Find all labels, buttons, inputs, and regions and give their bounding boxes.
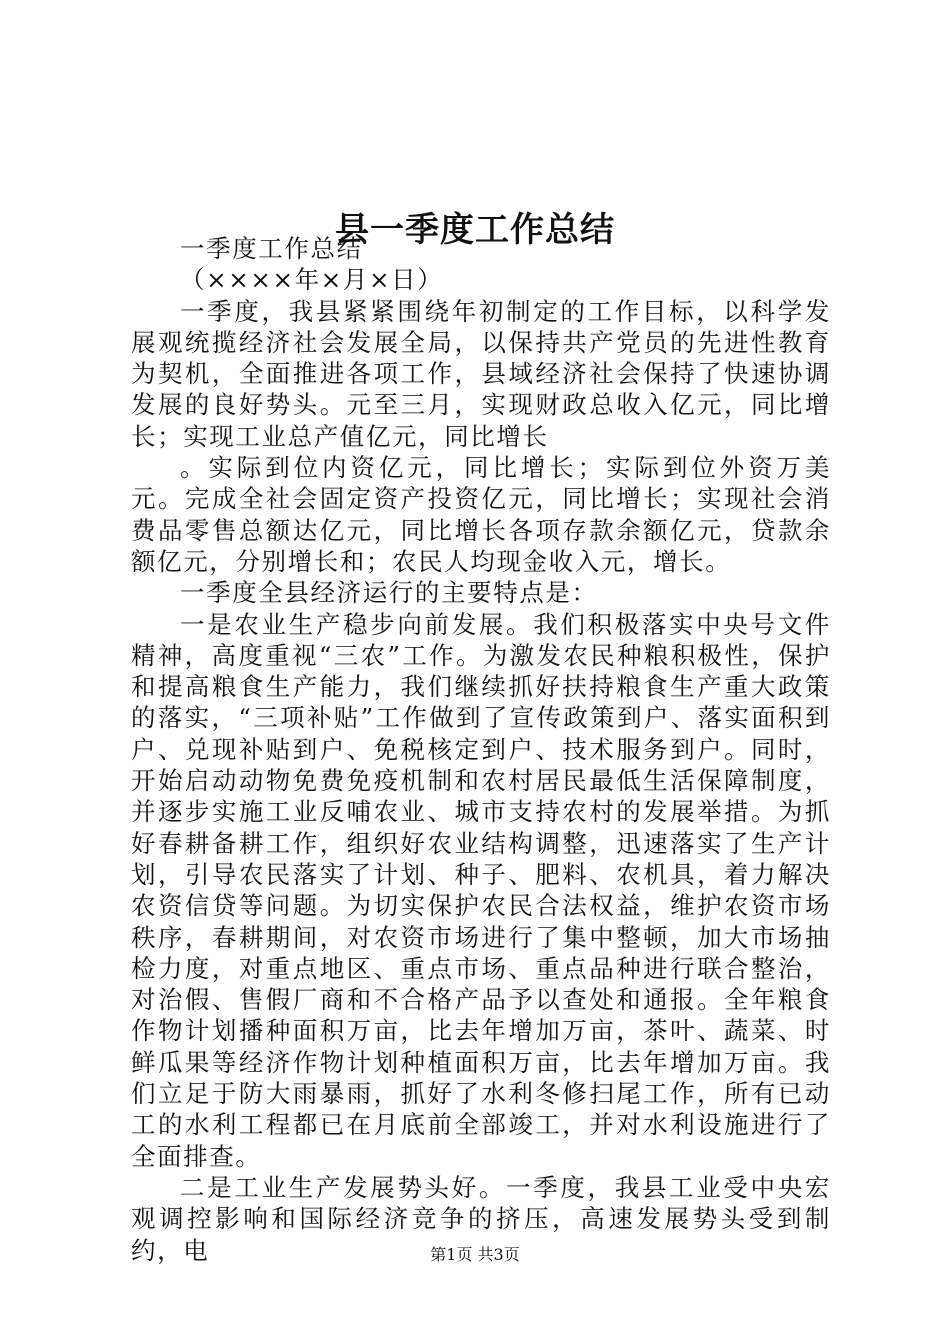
document-title: 县一季度工作总结 [335,209,615,250]
paragraph-investment: 。实际到位内资亿元，同比增长；实际到位外资万美元。完成全社会固定资产投资亿元，同比增长；实现社会消费品零售总额达亿元，同比增长各项存款余额亿元，贷款余额亿元，分别增长和；农民人均现金收入元，增长。 [131,453,831,576]
document-body [131,233,831,1266]
paragraph-overview: 一季度，我县紧紧围绕年初制定的工作目标，以科学发展观统揽经济社会发展全局，以保持共产党员的先进性教育为契机，全面推进各项工作，县域经济社会保持了快速协调发展的良好势头。元至三月，实现财政总收入亿元，同比增长；实现工业总产值亿元，同比增长 [131,296,831,451]
paragraph-date: （××××年×月×日） [180,265,444,295]
paragraph-subtitle: 一季度工作总结 [180,234,363,263]
page-footer: 第1页 共3页 [430,1245,520,1264]
paragraph-industry: 二是工业生产发展势头好。一季度，我县工业受中央宏观调控影响和国际经济竞争的挤压，高速发展势头受到制约，电 [131,1172,831,1265]
paragraph-agriculture: 一是农业生产稳步向前发展。我们积极落实中央号文件精神，高度重视“三农”工作。为激发农民种粮积极性，保护和提高粮食生产能力，我们继续抓好扶持粮食生产重大政策的落实，“三项补贴”工作做到了宣传政策到户、落实面积到户、兑现补贴到户、免税核定到户、技术服务到户。同时，开始启动动物免费免疫机制和农村居民最低生活保障制度，并逐步实施工业反哺农业、城市支持农村的发展举措。为抓好春耕备耕工作，组织好农业结构调整，迅速落实了生产计划，引导农民落实了计划、种子、肥料、农机具，着力解决农资信贷等问题。为切实保护农民合法权益，维护农资市场秩序，春耕期间，对农资市场进行了集中整顿，加大市场抽检力度，对重点地区、重点市场、重点品种进行联合整治，对治假、售假厂商和不合格产品予以查处和通报。全年粮食作物计划播种面积万亩，比去年增加万亩，茶叶、蔬菜、时鲜瓜果等经济作物计划种植面积万亩，比去年增加万亩。我们立足于防大雨暴雨，抓好了水利冬修扫尾工作，所有已动工的水利工程都已在月底前全部竣工，并对水利设施进行了全面排查。 [131,609,831,1171]
paragraph-features-intro: 一季度全县经济运行的主要特点是： [180,578,598,608]
